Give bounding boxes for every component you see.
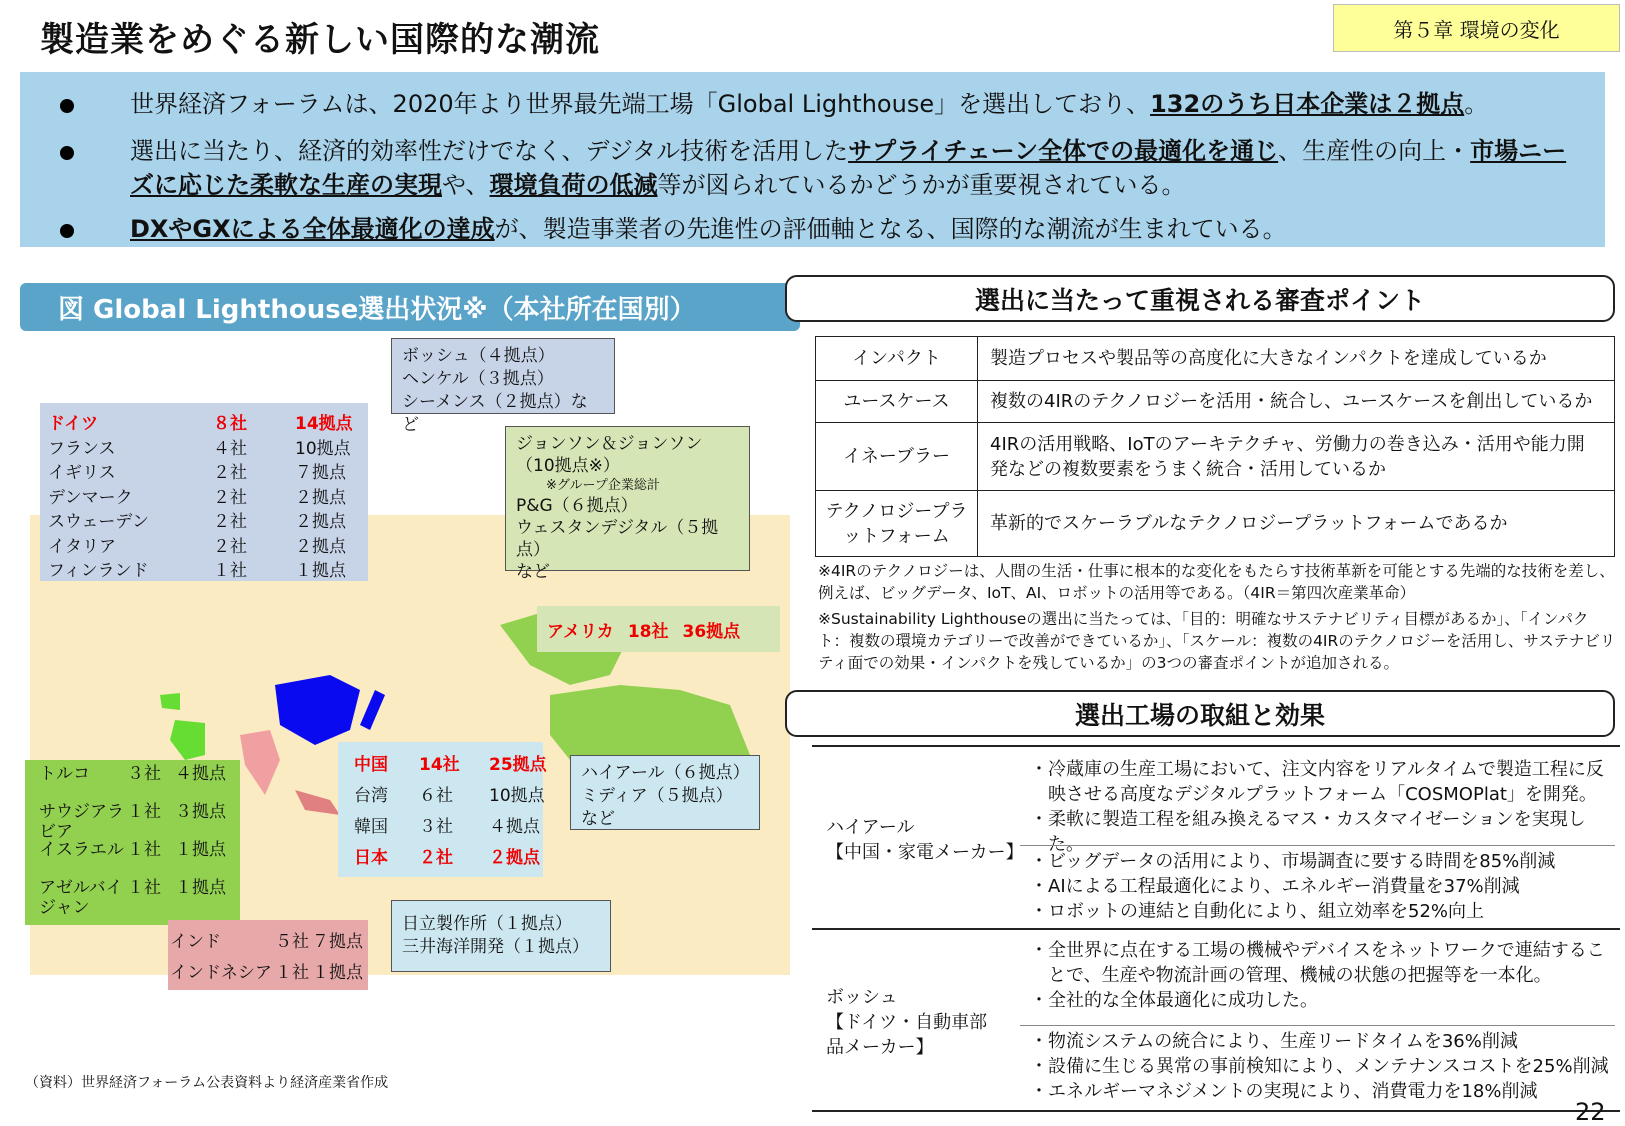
- action-text: 柔軟に製造工程を組み換えるマス・カスタマイゼーションを実現した。: [1048, 809, 1586, 855]
- country-name: トルコ: [39, 764, 90, 784]
- list-item: ・全世界に点在する工場の機械やデバイスをネットワークで連結することで、生産や物流計画の管理、機械の状態の把握等を一本化。: [1030, 940, 1605, 986]
- chapter-badge: 第５章 環境の変化: [1333, 4, 1620, 52]
- country-name: インド: [170, 932, 221, 952]
- cases-header: 選出工場の取組と効果: [785, 690, 1615, 737]
- site-count: ７拠点: [312, 932, 363, 952]
- divider: [1020, 845, 1615, 846]
- china-callout: [570, 755, 760, 830]
- table-row: [816, 491, 1615, 557]
- list-item: ・設備に生じる異常の事前検知により、メンテナンスコストを25%削減: [1030, 1056, 1609, 1077]
- effect-text: エネルギーマネジメントの実現により、消費電力を18%削減: [1048, 1081, 1538, 1102]
- company-count: １社: [275, 963, 309, 983]
- list-item: ・冷蔵庫の生産工場において、注文内容をリアルタイムで製造工程に反映させる高度なデジタルプラットフォーム「COSMOPlat」を開発。: [1030, 759, 1604, 805]
- effect-text: 物流システムの統合により、生産リードタイムを36%削減: [1048, 1031, 1518, 1052]
- callout-line: ヘンケル（３拠点）: [402, 369, 554, 389]
- list-item: ・物流システムの統合により、生産リードタイムを36%削減: [1030, 1031, 1518, 1052]
- india-shape: [240, 730, 280, 795]
- table-row: [48, 556, 375, 581]
- company-count: １社: [213, 561, 247, 581]
- usa-row: [537, 606, 780, 652]
- site-count: ４拠点: [489, 817, 540, 837]
- page-title: 製造業をめぐる新しい国際的な潮流: [40, 20, 600, 60]
- site-count: ７拠点: [295, 463, 346, 483]
- criteria-value: 複数の4IRのテクノロジーを活用・統合し、ユースケースを創出しているか: [978, 381, 1615, 423]
- criteria-note-1: ※4IRのテクノロジーは、人間の生活・仕事に根本的な変化をもたらす技術革新を可能とする先端的な技術を差し、例えば、ビッグデータ、IoT、AI、ロボットの活用等である。（4IR＝第四次産業革命）: [818, 562, 1615, 602]
- country-name: デンマーク: [48, 487, 133, 508]
- table-row: [816, 337, 1615, 381]
- table-row: [170, 958, 372, 983]
- site-count: 10拠点: [295, 438, 351, 459]
- company-count: ２社: [213, 512, 247, 532]
- list-item: ・全社的な全体最適化に成功した。: [1030, 990, 1318, 1011]
- company-category: 【ドイツ・自動車部品メーカー】: [826, 1012, 988, 1058]
- action-text: 全社的な全体最適化に成功した。: [1048, 990, 1318, 1011]
- site-count: ４拠点: [175, 764, 226, 784]
- case-effects-haier: [1030, 849, 1610, 924]
- site-count: 25拠点: [489, 755, 547, 775]
- country-name: 台湾: [354, 786, 388, 806]
- criteria-note-2: ※Sustainability Lighthouseの選出に当たっては、「目的：明確なサステナビリティ目標があるか」、「インパクト：複数の環境カテゴリーで改善ができているか」、「スケール：複数の4IRのテクノロジーを活用し、サステナビリティ面での効果・インパクトを残しているか」の3つの審査ポイントが追加される。: [818, 610, 1616, 672]
- callout-line: シーメンス（２拠点）など: [402, 392, 588, 435]
- summary-bullet-2: [60, 134, 1580, 202]
- saudi-shape: [170, 720, 205, 760]
- table-row: [354, 781, 557, 806]
- site-count: ２拠点: [295, 512, 346, 532]
- action-text: 冷蔵庫の生産工場において、注文内容をリアルタイムで製造工程に反映させる高度なデジタルプラットフォーム「COSMOPlat」を開発。: [1048, 759, 1604, 805]
- east-asia-table: [338, 742, 547, 877]
- europe-callout: [391, 338, 615, 435]
- callout-note: ※グループ企業総計: [546, 478, 660, 493]
- company-count: ３社: [419, 817, 453, 837]
- criteria-value: 革新的でスケーラブルなテクノロジープラットフォームであるか: [978, 491, 1615, 557]
- company-count: ５社: [275, 932, 309, 952]
- figure-source: （資料）世界経済フォーラム公表資料より経済産業省作成: [25, 1075, 389, 1091]
- figure-title: 図 Global Lighthouse選出状況※（本社所在国別）: [20, 283, 800, 331]
- summary-bullet-1: [60, 87, 1580, 121]
- company-count: １社: [127, 878, 161, 898]
- table-row: [354, 750, 557, 775]
- europe-table: [40, 403, 368, 581]
- company-category: 【中国・家電メーカー】: [826, 842, 1024, 863]
- company-count: ６社: [419, 786, 453, 806]
- company-count: ２社: [213, 463, 247, 483]
- list-item: ・柔軟に製造工程を組み換えるマス・カスタマイゼーションを実現した。: [1030, 809, 1586, 855]
- callout-line: ミディア（５拠点）: [581, 786, 733, 806]
- bullet-text: 世界経済フォーラムは、2020年より世界最先端工場「Global Lighthouse」を選出しており、: [130, 90, 1151, 118]
- criteria-header: 選出に当たって重視される審査ポイント: [785, 275, 1615, 322]
- effect-text: 設備に生じる異常の事前検知により、メンテナンスコストを25%削減: [1048, 1056, 1609, 1077]
- callout-line: ウェスタンデジタル（５拠点）: [516, 518, 719, 560]
- table-row: [48, 434, 375, 459]
- japan-callout: [391, 900, 611, 972]
- summary-panel: [20, 72, 1605, 247]
- company-count: １社: [127, 802, 161, 822]
- country-name: イスラエル: [39, 840, 124, 860]
- list-item: ・エネルギーマネジメントの実現により、消費電力を18%削減: [1030, 1081, 1538, 1102]
- table-row: [39, 840, 245, 860]
- criteria-key: インパクト: [816, 337, 978, 381]
- south-asia-table: [168, 920, 368, 990]
- callout-line: など: [516, 562, 550, 582]
- bullet-dot-icon: [60, 224, 74, 238]
- divider: [812, 745, 1620, 747]
- page-number: 22: [1575, 1098, 1606, 1126]
- site-count: １拠点: [175, 840, 226, 860]
- list-item: ・AIによる工程最適化により、エネルギー消費量を37%削減: [1030, 876, 1520, 897]
- country-name: サウジアラビア: [39, 802, 124, 842]
- criteria-value: 4IRの活用戦略、IoTのアーキテクチャ、労働力の巻き込み・活用や能力開発などの複数要素をうまく統合・活用しているか: [978, 423, 1615, 491]
- callout-line: （10拠点※）: [516, 456, 620, 476]
- callout-line: ボッシュ（４拠点）: [402, 346, 555, 366]
- case-company-haier: [826, 815, 1024, 865]
- case-company-bosch: [826, 985, 996, 1060]
- site-count: １拠点: [175, 878, 226, 898]
- callout-line: P&G（６拠点）: [516, 496, 638, 516]
- callout-line: ハイアール（６拠点）: [581, 763, 750, 783]
- table-row: [354, 843, 557, 868]
- company-name: ハイアール: [826, 817, 915, 838]
- company-count: 14社: [419, 755, 460, 775]
- country-name: イギリス: [48, 463, 116, 483]
- company-name: ボッシュ: [826, 987, 898, 1008]
- site-count: １拠点: [295, 561, 346, 581]
- china-shape: [275, 675, 360, 745]
- bullet-emphasis: 市場ニーズに応じた柔軟な生産の実現: [130, 137, 1567, 199]
- site-count: １拠点: [312, 963, 363, 983]
- table-row: [48, 532, 375, 557]
- table-row: [48, 483, 375, 508]
- action-text: 全世界に点在する工場の機械やデバイスをネットワークで連結することで、生産や物流計画の管理、機械の状態の把握等を一本化。: [1048, 940, 1605, 986]
- country-name: 中国: [354, 755, 388, 775]
- company-count: ３社: [127, 764, 161, 784]
- company-count: １社: [127, 840, 161, 860]
- japan-shape: [360, 690, 385, 730]
- site-count: ２拠点: [489, 848, 540, 868]
- table-row: [170, 927, 372, 952]
- company-count: ２社: [419, 848, 453, 868]
- effect-text: AIによる工程最適化により、エネルギー消費量を37%削減: [1048, 876, 1520, 897]
- mideast-table: [25, 760, 240, 925]
- table-row: [48, 507, 375, 532]
- effect-text: ビッグデータの活用により、市場調査に要する時間を85%削減: [1048, 851, 1556, 872]
- bullet-text: 。: [1464, 90, 1489, 118]
- company-count: ４社: [213, 438, 247, 459]
- bullet-text: や、: [442, 171, 490, 199]
- bullet-text: 等が図られているかどうかが重要視されている。: [657, 171, 1186, 199]
- company-count: 18社: [627, 621, 669, 642]
- bullet-dot-icon: [60, 146, 74, 160]
- divider: [1020, 1025, 1615, 1026]
- bullet-text: が、製造事業者の先進性の評価軸となる、国際的な潮流が生まれている。: [494, 215, 1287, 243]
- country-name: インドネシア: [170, 963, 272, 983]
- country-name: イタリア: [48, 536, 116, 557]
- country-name: アゼルバイジャン: [39, 878, 123, 918]
- criteria-key: イネーブラー: [816, 423, 978, 491]
- bullet-text: 、生産性の向上・: [1278, 137, 1471, 165]
- site-count: ２拠点: [295, 536, 346, 557]
- table-row: [39, 802, 245, 842]
- divider: [812, 928, 1620, 930]
- table-row: [354, 812, 557, 837]
- company-count: ８社: [213, 414, 247, 434]
- country-name: フランス: [48, 438, 116, 459]
- country-name: アメリカ: [547, 621, 614, 642]
- bullet-emphasis: DXやGXによる全体最適化の達成: [130, 215, 495, 243]
- country-name: ドイツ: [48, 414, 99, 434]
- country-name: 日本: [354, 848, 388, 868]
- table-row: [39, 878, 245, 918]
- callout-line: ジョンソン＆ジョンソン: [516, 434, 703, 454]
- company-count: ２社: [213, 487, 247, 508]
- criteria-table: [815, 336, 1615, 557]
- divider: [812, 1110, 1620, 1112]
- criteria-key: ユースケース: [816, 381, 978, 423]
- indonesia-shape: [295, 790, 340, 815]
- country-name: スウェーデン: [48, 512, 149, 532]
- table-row: [48, 409, 375, 434]
- callout-line: など: [581, 809, 615, 829]
- us-callout: [505, 426, 750, 582]
- site-count: ２拠点: [295, 487, 346, 508]
- bullet-emphasis: 132のうち日本企業は２拠点: [1150, 90, 1465, 118]
- country-name: 韓国: [354, 817, 388, 837]
- table-row: [39, 764, 245, 784]
- bullet-emphasis: 環境負荷の低減: [489, 171, 658, 199]
- list-item: ・ロボットの連結と自動化により、組立効率を52%向上: [1030, 901, 1485, 922]
- site-count: 36拠点: [682, 621, 741, 642]
- table-row: [816, 381, 1615, 423]
- turkey-shape: [160, 693, 180, 710]
- company-count: ２社: [213, 536, 247, 557]
- table-row: [816, 423, 1615, 491]
- country-name: フィンランド: [48, 561, 149, 581]
- callout-line: 日立製作所（１拠点）: [402, 914, 572, 934]
- case-effects-bosch: [1030, 1029, 1610, 1104]
- case-actions-bosch: [1030, 938, 1610, 1013]
- summary-bullet-3: [60, 212, 1580, 246]
- site-count: ３拠点: [175, 802, 226, 822]
- list-item: ・ビッグデータの活用により、市場調査に要する時間を85%削減: [1030, 851, 1556, 872]
- case-actions-haier: [1030, 757, 1610, 857]
- bullet-text: 選出に当たり、経済的効率性だけでなく、デジタル技術を活用した: [130, 137, 849, 165]
- criteria-value: 製造プロセスや製品等の高度化に大きなインパクトを達成しているか: [978, 337, 1615, 381]
- effect-text: ロボットの連結と自動化により、組立効率を52%向上: [1048, 901, 1485, 922]
- callout-line: 三井海洋開発（１拠点）: [402, 937, 589, 957]
- site-count: 14拠点: [295, 414, 353, 434]
- table-row: [48, 458, 375, 483]
- site-count: 10拠点: [489, 786, 545, 806]
- bullet-emphasis: サプライチェーン全体での最適化を通じ: [848, 137, 1279, 165]
- bullet-dot-icon: [60, 99, 74, 113]
- criteria-key: テクノロジープラットフォーム: [816, 491, 978, 557]
